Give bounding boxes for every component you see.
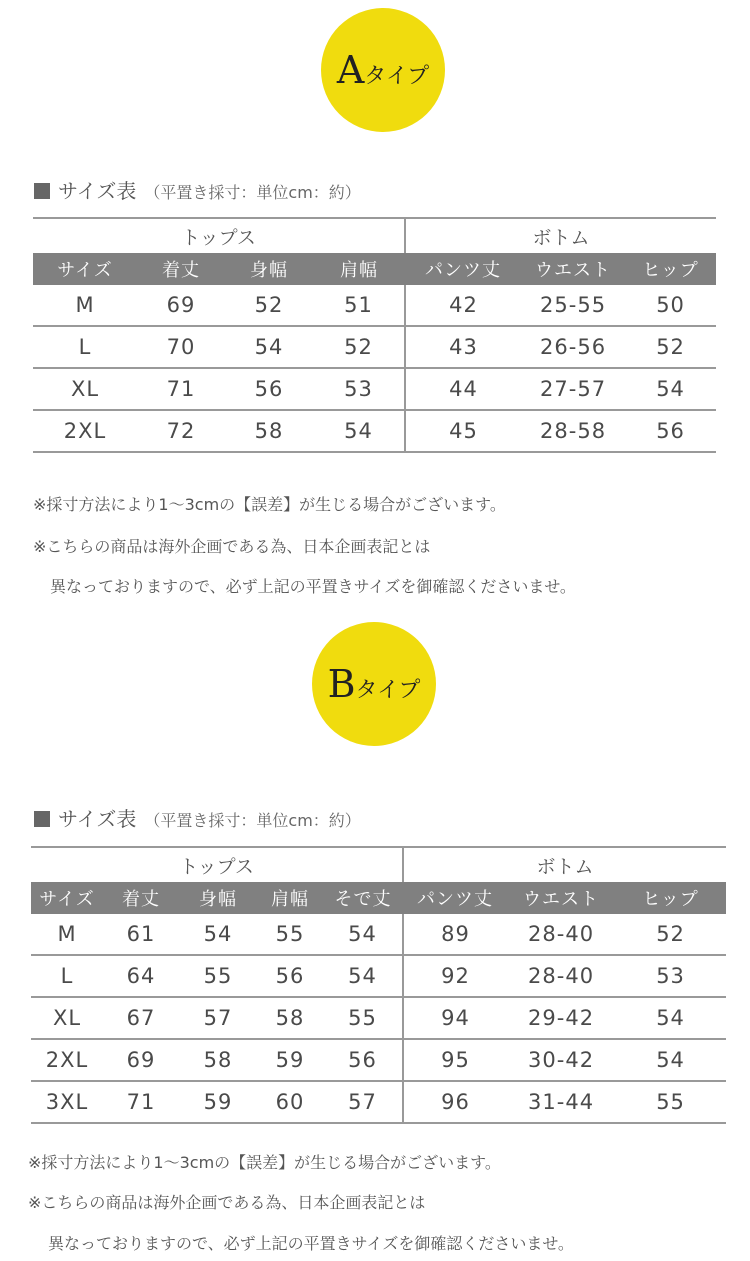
table-cell: 70 <box>137 326 225 368</box>
table-cell: 89 <box>403 914 507 955</box>
table-cell: 71 <box>103 1081 179 1123</box>
table-cell: M <box>33 285 137 326</box>
table-cell: 55 <box>323 997 403 1039</box>
table-cell: 44 <box>405 368 521 410</box>
col-header: サイズ <box>31 882 103 914</box>
table-cell: 27-57 <box>521 368 625 410</box>
note-line: ※こちらの商品は海外企画である為、日本企画表記とは <box>28 1193 426 1212</box>
table-cell: 69 <box>137 285 225 326</box>
table-cell: 54 <box>313 410 405 452</box>
table-cell: 57 <box>179 997 257 1039</box>
table-cell: 72 <box>137 410 225 452</box>
badge-type-b <box>312 622 436 746</box>
table-cell: 51 <box>313 285 405 326</box>
table-row <box>31 1081 726 1123</box>
size-table-a <box>33 217 716 453</box>
col-header: ヒップ <box>615 882 726 914</box>
col-header: ヒップ <box>625 253 716 285</box>
col-header: 肩幅 <box>313 253 405 285</box>
table-cell: 54 <box>615 997 726 1039</box>
column-header-row <box>31 882 726 914</box>
table-cell: 25-55 <box>521 285 625 326</box>
table-cell: 52 <box>225 285 313 326</box>
note-line: 異なっておりますので、必ず上記の平置きサイズを御確認くださいませ。 <box>48 1234 574 1253</box>
table-cell: 42 <box>405 285 521 326</box>
table-cell: 28-40 <box>507 914 615 955</box>
table-cell: 60 <box>257 1081 323 1123</box>
size-table-title-b <box>34 803 361 832</box>
table-cell: 58 <box>257 997 323 1039</box>
section-title: サイズ表 <box>58 179 137 203</box>
table-cell: 2XL <box>33 410 137 452</box>
table-row <box>31 1039 726 1081</box>
note-line: 異なっておりますので、必ず上記の平置きサイズを御確認くださいませ。 <box>50 577 576 596</box>
size-table-title-a <box>34 175 361 204</box>
table-cell: M <box>31 914 103 955</box>
col-header: サイズ <box>33 253 137 285</box>
table-cell: 58 <box>225 410 313 452</box>
col-header: そで丈 <box>323 882 403 914</box>
table-cell: 54 <box>323 914 403 955</box>
table-cell: L <box>31 955 103 997</box>
table-cell: 28-40 <box>507 955 615 997</box>
table-cell: 28-58 <box>521 410 625 452</box>
table-cell: 64 <box>103 955 179 997</box>
table-row <box>33 368 716 410</box>
table-cell: XL <box>33 368 137 410</box>
col-header: 身幅 <box>179 882 257 914</box>
table-cell: 31-44 <box>507 1081 615 1123</box>
table-cell: 43 <box>405 326 521 368</box>
table-row <box>31 914 726 955</box>
col-header: 肩幅 <box>257 882 323 914</box>
table-cell: 56 <box>323 1039 403 1081</box>
table-cell: 56 <box>257 955 323 997</box>
table-row <box>31 955 726 997</box>
table-cell: 55 <box>615 1081 726 1123</box>
note-line: ※こちらの商品は海外企画である為、日本企画表記とは <box>33 537 431 556</box>
col-header: ウエスト <box>507 882 615 914</box>
table-cell: 95 <box>403 1039 507 1081</box>
square-icon <box>34 183 50 199</box>
badge-text: タイプ <box>355 677 421 703</box>
col-header: パンツ丈 <box>405 253 521 285</box>
table-cell: 54 <box>625 368 716 410</box>
col-header: パンツ丈 <box>403 882 507 914</box>
table-cell: 53 <box>615 955 726 997</box>
badge-type-a <box>321 8 445 132</box>
group-bottoms: ボトム <box>403 847 726 882</box>
square-icon <box>34 811 50 827</box>
group-bottoms: ボトム <box>405 218 716 253</box>
table-cell: 55 <box>257 914 323 955</box>
table-cell: 58 <box>179 1039 257 1081</box>
table-cell: 96 <box>403 1081 507 1123</box>
group-tops: トップス <box>33 218 405 253</box>
col-header: 身幅 <box>225 253 313 285</box>
table-cell: 45 <box>405 410 521 452</box>
table-cell: 54 <box>615 1039 726 1081</box>
table-cell: 56 <box>625 410 716 452</box>
col-header: ウエスト <box>521 253 625 285</box>
section-subtitle: （平置き採寸：単位cm：約） <box>144 811 361 830</box>
table-cell: 30-42 <box>507 1039 615 1081</box>
table-row <box>33 326 716 368</box>
table-cell: 57 <box>323 1081 403 1123</box>
table-cell: 3XL <box>31 1081 103 1123</box>
size-table-b <box>31 846 726 1124</box>
note-line: ※採寸方法により1～3cmの【誤差】が生じる場合がございます。 <box>33 495 506 514</box>
table-cell: 59 <box>179 1081 257 1123</box>
group-header-row <box>31 847 726 882</box>
table-cell: 54 <box>225 326 313 368</box>
badge-text: タイプ <box>364 63 430 89</box>
section-title: サイズ表 <box>58 807 137 831</box>
table-cell: 54 <box>323 955 403 997</box>
badge-letter: A <box>336 48 365 92</box>
table-cell: 52 <box>625 326 716 368</box>
table-cell: 2XL <box>31 1039 103 1081</box>
group-tops: トップス <box>31 847 403 882</box>
table-cell: 56 <box>225 368 313 410</box>
table-cell: 26-56 <box>521 326 625 368</box>
table-cell: 92 <box>403 955 507 997</box>
col-header: 着丈 <box>103 882 179 914</box>
col-header: 着丈 <box>137 253 225 285</box>
table-cell: 59 <box>257 1039 323 1081</box>
table-cell: 53 <box>313 368 405 410</box>
table-row <box>31 997 726 1039</box>
table-row <box>33 410 716 452</box>
table-cell: XL <box>31 997 103 1039</box>
table-cell: 52 <box>615 914 726 955</box>
table-cell: 61 <box>103 914 179 955</box>
group-header-row <box>33 218 716 253</box>
table-cell: 69 <box>103 1039 179 1081</box>
table-cell: L <box>33 326 137 368</box>
note-line: ※採寸方法により1～3cmの【誤差】が生じる場合がございます。 <box>28 1153 501 1172</box>
table-cell: 67 <box>103 997 179 1039</box>
table-cell: 94 <box>403 997 507 1039</box>
table-row <box>33 285 716 326</box>
table-cell: 29-42 <box>507 997 615 1039</box>
table-cell: 50 <box>625 285 716 326</box>
badge-letter: B <box>327 662 356 706</box>
table-cell: 54 <box>179 914 257 955</box>
table-cell: 52 <box>313 326 405 368</box>
table-cell: 55 <box>179 955 257 997</box>
column-header-row <box>33 253 716 285</box>
section-subtitle: （平置き採寸：単位cm：約） <box>144 183 361 202</box>
table-cell: 71 <box>137 368 225 410</box>
